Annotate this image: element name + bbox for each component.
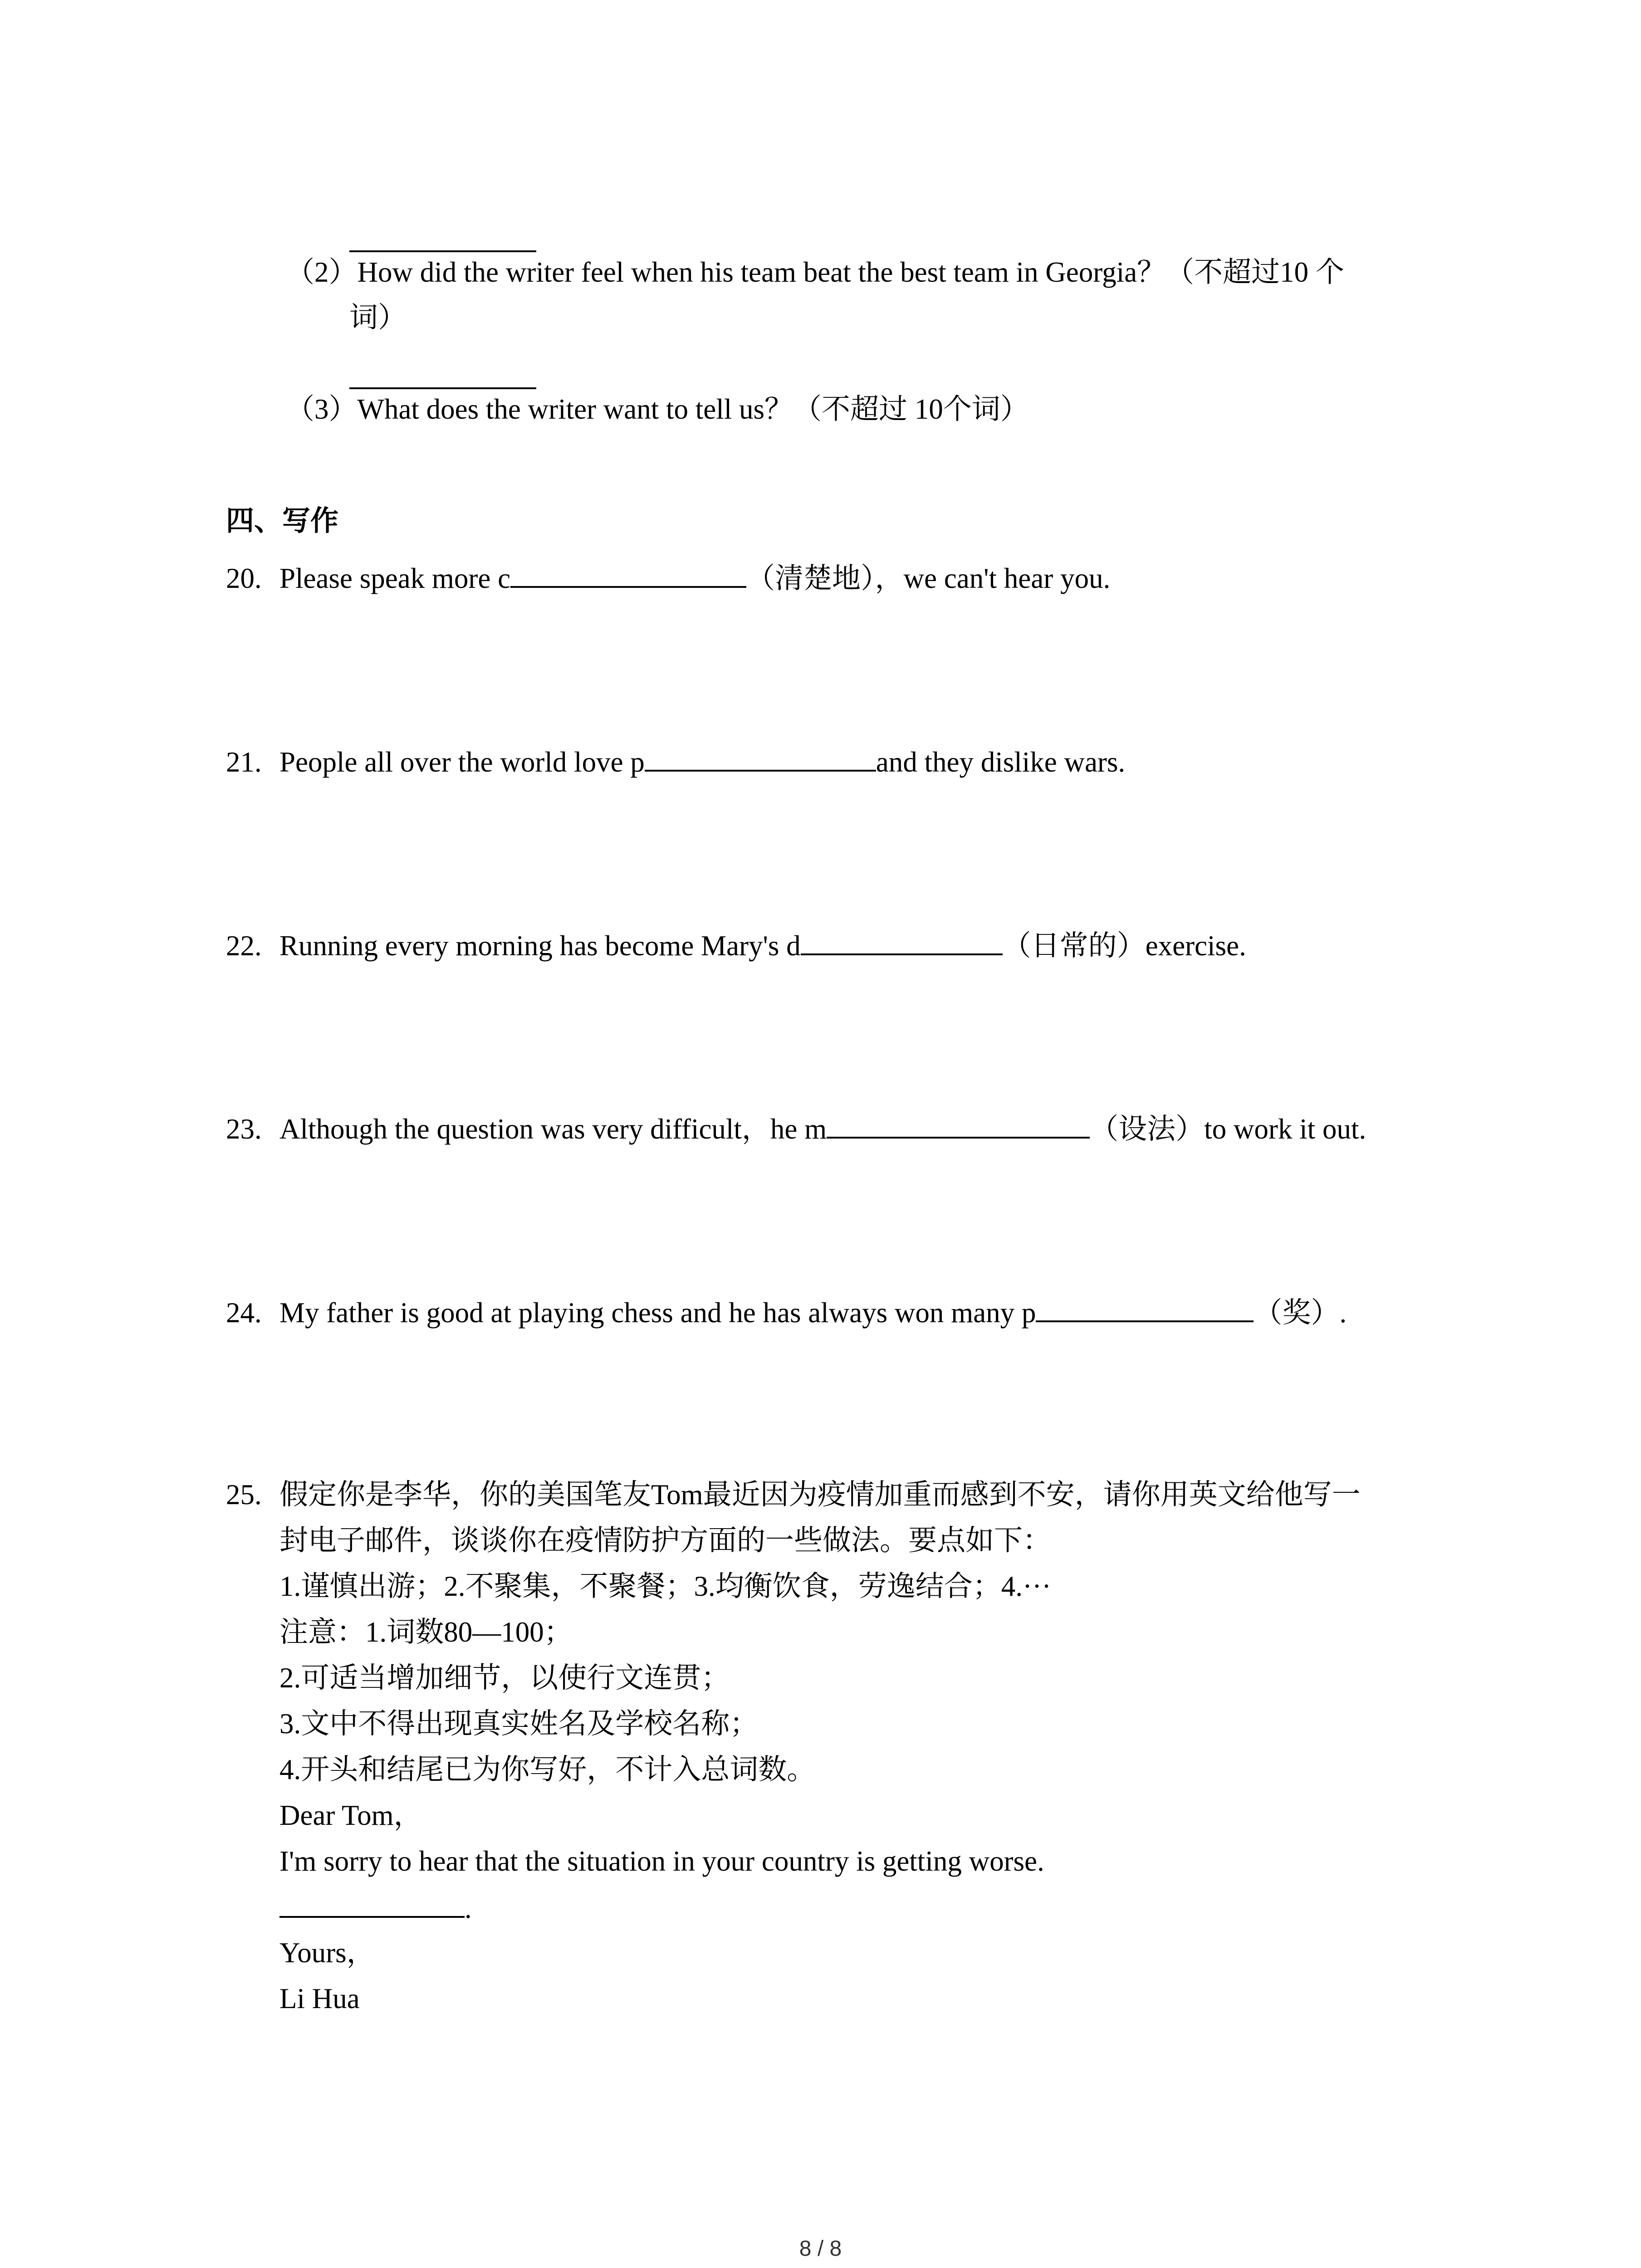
question-3-label: （3） (286, 393, 358, 425)
essay-note: 4.开头和结尾已为你写好，不计入总词数。 (279, 1754, 816, 1785)
essay-note: 2.可适当增加细节，以使行文连贯； (279, 1662, 730, 1694)
question-2-cont (349, 299, 407, 336)
item-number: 24. (226, 1297, 262, 1329)
item-text-after: （设法）to work it out. (1090, 1113, 1367, 1145)
essay-points: 1.谨慎出游；2.不聚集，不聚餐；3.均衡饮食，劳逸结合；4.··· (279, 1570, 1051, 1602)
blank-period: . (465, 1892, 472, 1924)
page-number: 8 / 8 (799, 2237, 842, 2261)
letter-closing: Yours， (279, 1937, 375, 1969)
answer-blank[interactable] (645, 743, 876, 772)
item-number: 25. (226, 1479, 262, 1510)
question-2-text: How did the writer feel when his team beat the best team in Georgia？（不超过10 个 (357, 256, 1344, 288)
question-2-label: （2） (286, 256, 358, 288)
question-2 (286, 254, 1344, 290)
item-text-after: （清楚地），we can't hear you. (746, 562, 1111, 594)
item-number: 23. (226, 1113, 262, 1145)
essay-note: 3.文中不得出现真实姓名及学校名称； (279, 1708, 759, 1740)
item-text-after: （日常的）exercise. (1002, 930, 1246, 962)
section-heading: 四、写作 (226, 504, 339, 537)
item-text-before: Please speak more c (279, 562, 511, 594)
essay-answer-blank[interactable] (279, 1889, 465, 1918)
answer-blank[interactable] (1036, 1293, 1254, 1322)
letter-signature: Li Hua (279, 1983, 360, 2014)
question-3-text: What does the writer want to tell us？（不超过 10个词） (357, 393, 1029, 425)
answer-blank[interactable] (801, 926, 1003, 955)
answer-line-2[interactable] (349, 387, 536, 389)
item-20 (226, 559, 1110, 596)
item-number: 20. (226, 562, 262, 594)
answer-blank[interactable] (827, 1110, 1090, 1139)
answer-blank[interactable] (510, 559, 746, 588)
letter-body (279, 1889, 472, 1926)
essay-prompt: 假定你是李华，你的美国笔友Tom最近因为疫情加重而感到不安，请你用英文给他写一 (279, 1479, 1361, 1510)
letter-opening: I'm sorry to hear that the situation in your country is getting worse. (279, 1845, 1044, 1877)
item-24 (226, 1293, 1347, 1331)
item-22 (226, 926, 1246, 964)
item-text-before: Running every morning has become Mary's d (279, 930, 801, 962)
item-text-before: My father is good at playing chess and he has always won many p (279, 1297, 1036, 1329)
essay-line-2: 封电子邮件，谈谈你在疫情防护方面的一些做法。要点如下： (279, 1525, 1051, 1556)
item-text-before: Although the question was very difficult，he m (279, 1113, 827, 1145)
item-text-after: and they dislike wars. (876, 746, 1126, 778)
letter-greeting: Dear Tom， (279, 1799, 422, 1831)
answer-line-1[interactable] (349, 250, 536, 252)
item-number: 22. (226, 930, 262, 962)
question-3 (286, 391, 1029, 427)
question-2-text-cont: 词） (349, 302, 407, 333)
item-text-after: （奖）. (1254, 1297, 1347, 1329)
item-number: 21. (226, 746, 262, 778)
item-23 (226, 1110, 1366, 1147)
essay-note: 注意：1.词数80—100； (279, 1616, 573, 1648)
item-text-before: People all over the world love p (279, 746, 645, 778)
item-21 (226, 743, 1125, 780)
essay-line-1 (226, 1476, 1361, 1513)
